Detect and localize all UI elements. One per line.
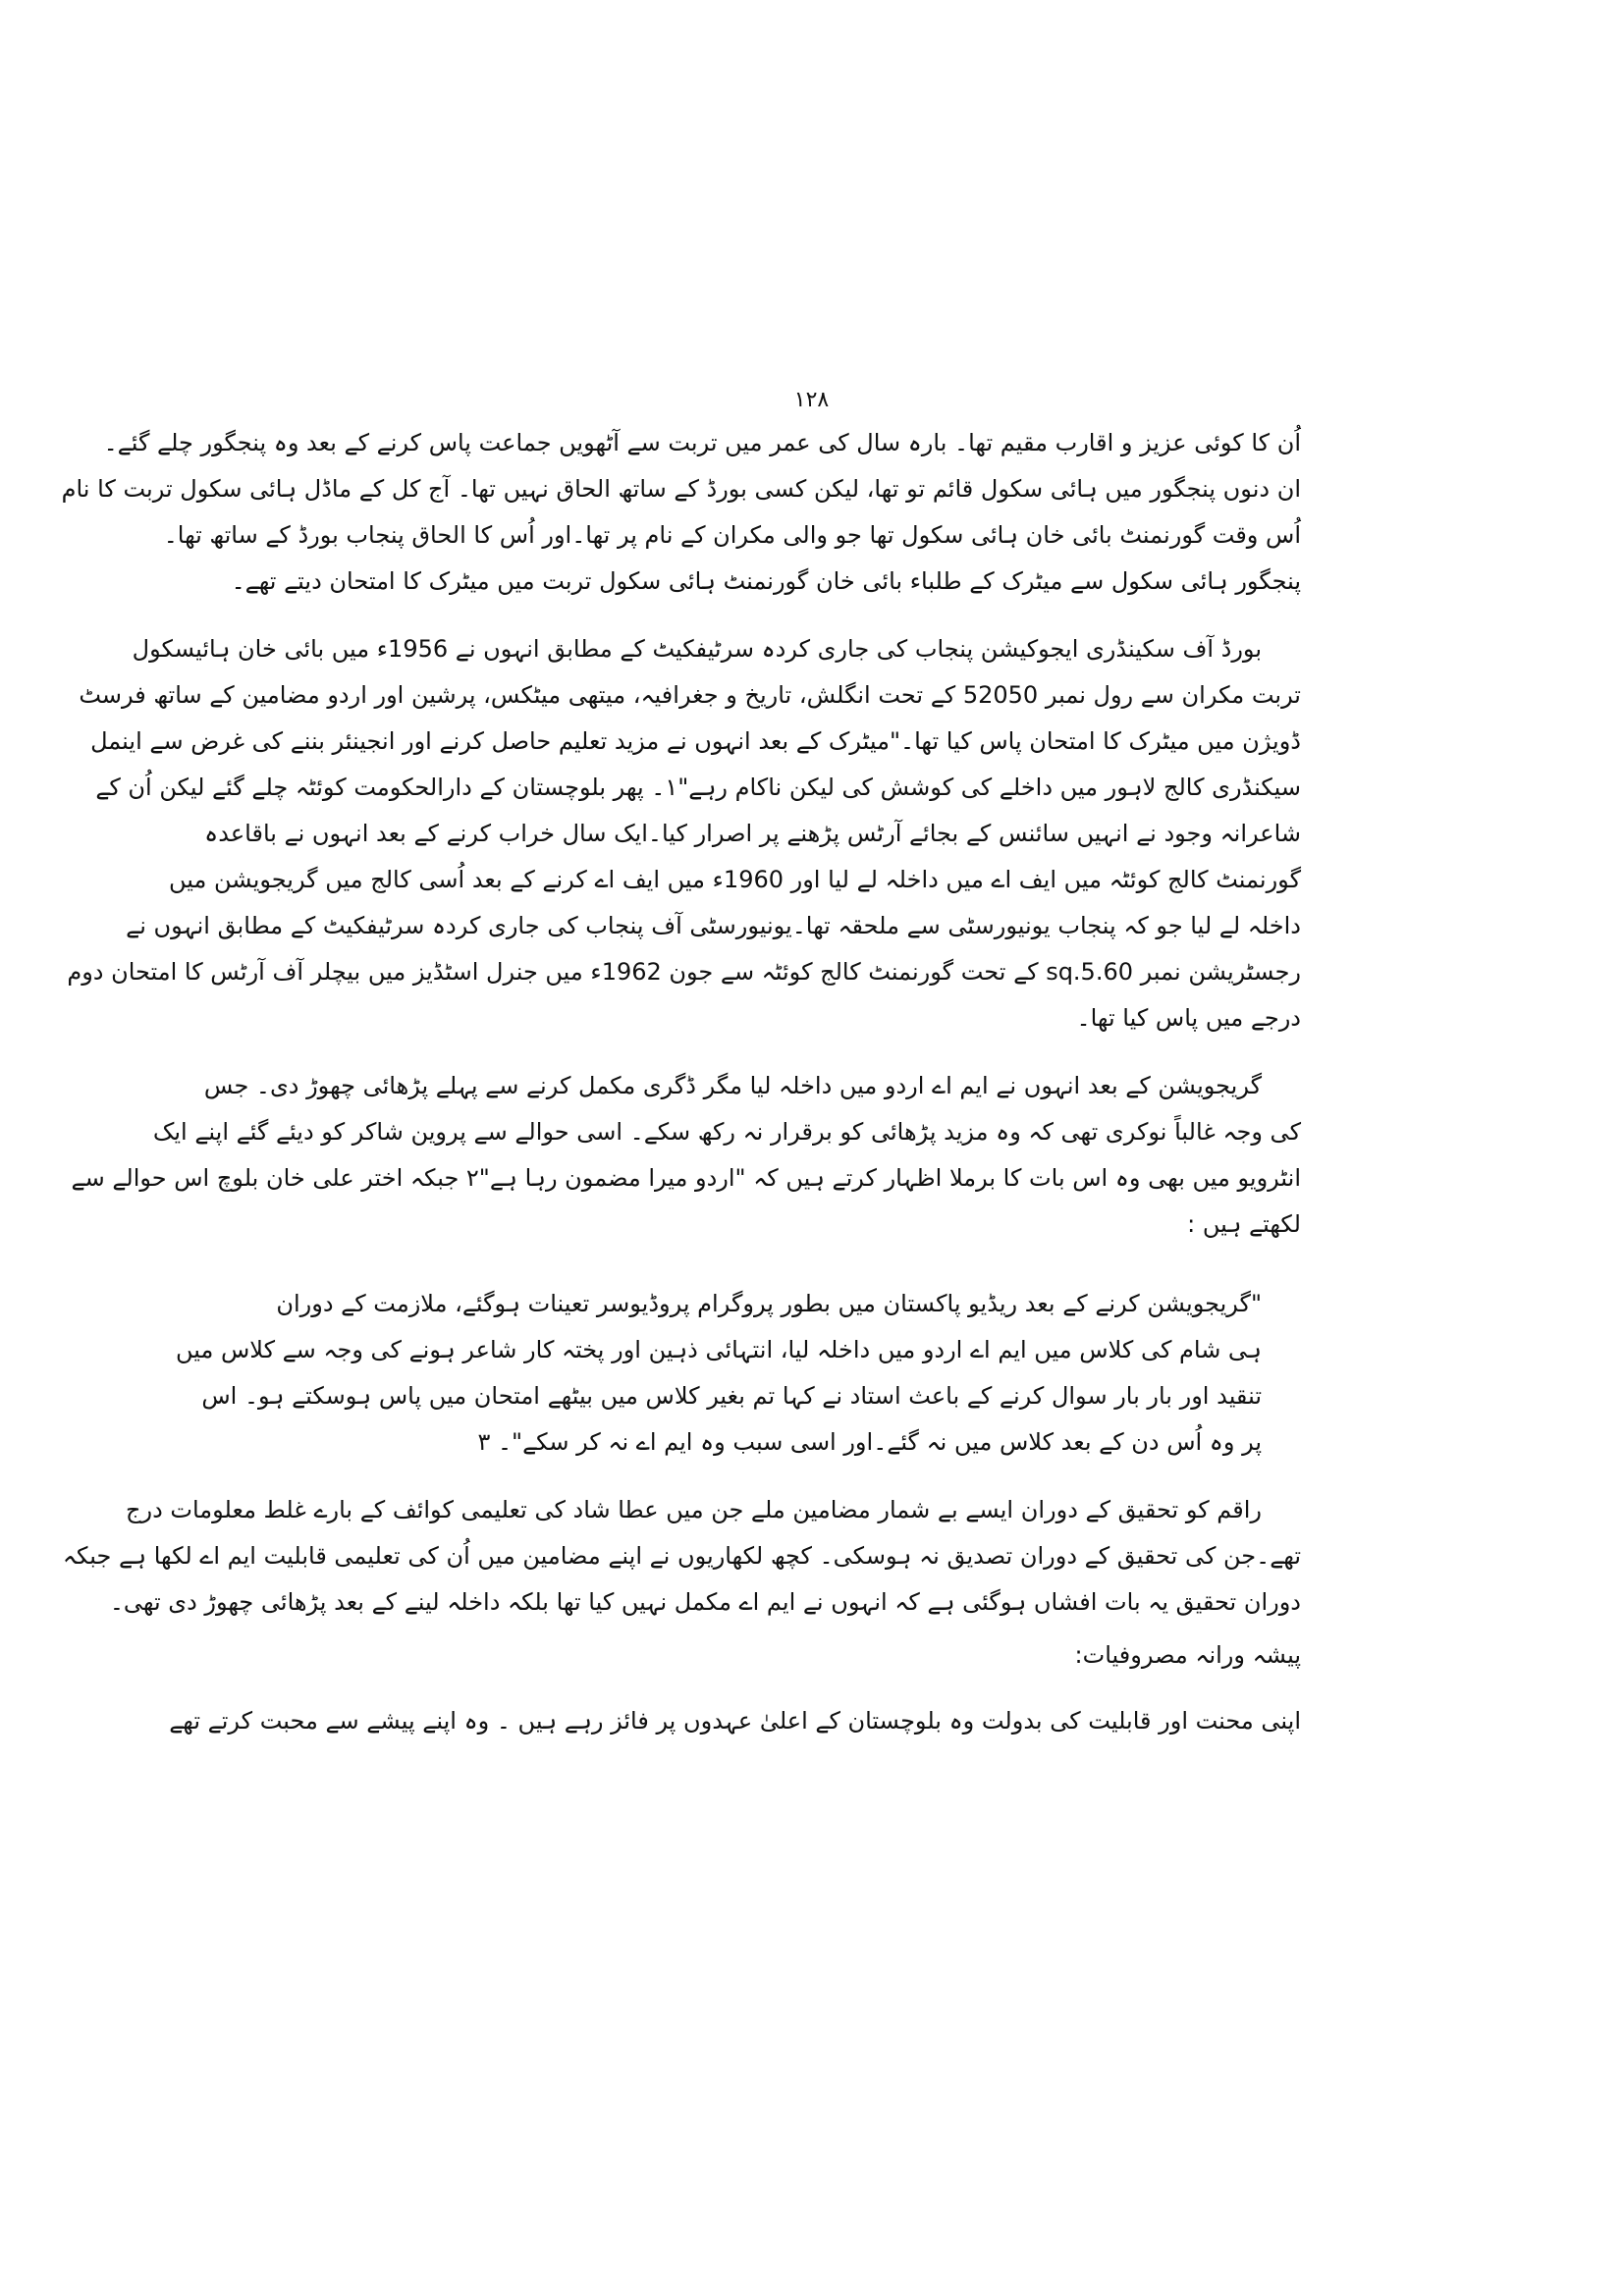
quote-line: پر وہ اُس دن کے بعد کلاس میں نہ گئے۔اور اسی سبب وہ ایم اے نہ کر سکے"۔ ۳ <box>477 1428 1262 1456</box>
text-line: داخلہ لے لیا جو کہ پنجاب یونیورسٹی سے ملحقہ تھا۔یونیورسٹی آف پنجاب کی جاری کردہ سرٹیفکیٹ کے مطابق انہوں نے <box>126 912 1301 939</box>
text-line: اُس وقت گورنمنٹ بائی خان ہائی سکول تھا جو والی مکران کے نام پر تھا۔اور اُس کا الحاق پنجاب بورڈ کے ساتھ تھا۔ <box>163 521 1301 549</box>
text-line: گریجویشن کے بعد انہوں نے ایم اے اردو میں داخلہ لیا مگر ڈگری مکمل کرنے سے پہلے پڑھائی چھوڑ دی۔ جس <box>203 1072 1262 1099</box>
text-line: شاعرانہ وجود نے انہیں سائنس کے بجائے آرٹس پڑھنے پر اصرار کیا۔ایک سال خراب کرنے کے بعد انہوں نے باقاعدہ <box>204 820 1301 847</box>
quote-line: "گریجویشن کرنے کے بعد ریڈیو پاکستان میں بطور پروگرام پروڈیوسر تعینات ہوگئے، ملازمت کے دوران <box>276 1290 1262 1317</box>
text-line: اپنی محنت اور قابلیت کی بدولت وہ بلوچستان کے اعلیٰ عہدوں پر فائز رہے ہیں ۔ وہ اپنے پیشے سے محبت کرتے تھے <box>169 1707 1301 1735</box>
paragraph-5 <box>169 1698 1301 1744</box>
text-line: رجسٹریشن نمبر 60.sq.5 کے تحت گورنمنٹ کالج کوئٹہ سے جون 1962ء میں جنرل اسٹڈیز میں بیچلر آف آرٹس کا امتحان دوم <box>67 958 1301 986</box>
text-line: انٹرویو میں بھی وہ اس بات کا برملا اظہار کرتے ہیں کہ "اردو میرا مضمون رہا ہے"۲ جبکہ اختر علی خان بلوچ اس حوالے سے <box>71 1164 1301 1192</box>
page-number: ۱۲۸ <box>793 388 830 412</box>
text-line: دوران تحقیق یہ بات افشاں ہوگئی ہے کہ انہوں نے ایم اے مکمل نہیں کیا تھا بلکہ داخلہ لینے کے بعد پڑھائی چھوڑ دی تھی۔ <box>109 1588 1301 1616</box>
text-line: اُن کا کوئی عزیز و اقارب مقیم تھا۔ بارہ سال کی عمر میں تربت سے آٹھویں جماعت پاس کرنے کے بعد وہ پنجگور چلے گئے۔ <box>103 429 1301 456</box>
text-line: ڈویژن میں میٹرک کا امتحان پاس کیا تھا۔"میٹرک کے بعد انہوں نے مزید تعلیم حاصل کرنے اور انجینئر بننے کی غرض سے اینمل <box>90 727 1301 755</box>
paragraph-3 <box>71 1063 1301 1248</box>
section-heading: پیشہ ورانہ مصروفیات: <box>1074 1641 1301 1669</box>
text-line: لکھتے ہیں : <box>1187 1210 1301 1238</box>
paragraph-4 <box>62 1487 1301 1626</box>
quote-line: تنقید اور بار بار سوال کرنے کے باعث استاد نے کہا تم بغیر کلاس میں بیٹھے امتحان میں پاس ہوسکتے ہو۔ اس <box>201 1382 1262 1410</box>
paragraph-1 <box>61 420 1301 605</box>
text-line: گورنمنٹ کالج کوئٹہ میں ایف اے میں داخلہ لے لیا اور 1960ء میں ایف اے کرنے کے بعد اُسی کالج میں گریجویشن میں <box>169 866 1301 893</box>
block-quote <box>175 1281 1262 1466</box>
text-line: بورڈ آف سکینڈری ایجوکیشن پنجاب کی جاری کردہ سرٹیفکیٹ کے مطابق انہوں نے 1956ء میں بائی خان ہائیسکول <box>132 635 1262 663</box>
text-line: درجے میں پاس کیا تھا۔ <box>1076 1004 1301 1032</box>
text-line: کی وجہ غالباً نوکری تھی کہ وہ مزید پڑھائی کو برقرار نہ رکھ سکے۔ اسی حوالے سے پروین شاکر کو دیئے گئے اپنے ایک <box>152 1118 1301 1146</box>
text-line: سیکنڈری کالج لاہور میں داخلے کی کوشش کی لیکن ناکام رہے"۱۔ پھر بلوچستان کے دارالحکومت کوئٹہ چلے گئے لیکن اُن کے <box>95 774 1301 801</box>
text-line: پنجگور ہائی سکول سے میٹرک کے طلباء بائی خان گورنمنٹ ہائی سکول تربت میں میٹرک کا امتحان دیتے تھے۔ <box>231 567 1301 595</box>
text-line: راقم کو تحقیق کے دوران ایسے بے شمار مضامین ملے جن میں عطا شاد کی تعلیمی کوائف کے بارے غلط معلومات درج <box>125 1496 1262 1523</box>
text-line: تربت مکران سے رول نمبر 52050 کے تحت انگلش، تاریخ و جغرافیہ، میتھی میٹکس، پرشین اور اردو مضامین کے ساتھ فرسٹ <box>79 681 1301 709</box>
text-line: ان دنوں پنجگور میں ہائی سکول قائم تو تھا، لیکن کسی بورڈ کے ساتھ الحاق نہیں تھا۔ آج کل کے ماڈل ہائی سکول تربت کا نام <box>61 475 1301 503</box>
quote-line: ہی شام کی کلاس میں ایم اے اردو میں داخلہ لیا، انتہائی ذہین اور پختہ کار شاعر ہونے کی وجہ سے کلاس میں <box>175 1336 1262 1363</box>
paragraph-2 <box>67 626 1301 1041</box>
text-line: تھے۔جن کی تحقیق کے دوران تصدیق نہ ہوسکی۔ کچھ لکھاریوں نے اپنے مضامین میں اُن کی تعلیمی قابلیت ایم اے لکھا ہے جبکہ <box>62 1542 1301 1570</box>
